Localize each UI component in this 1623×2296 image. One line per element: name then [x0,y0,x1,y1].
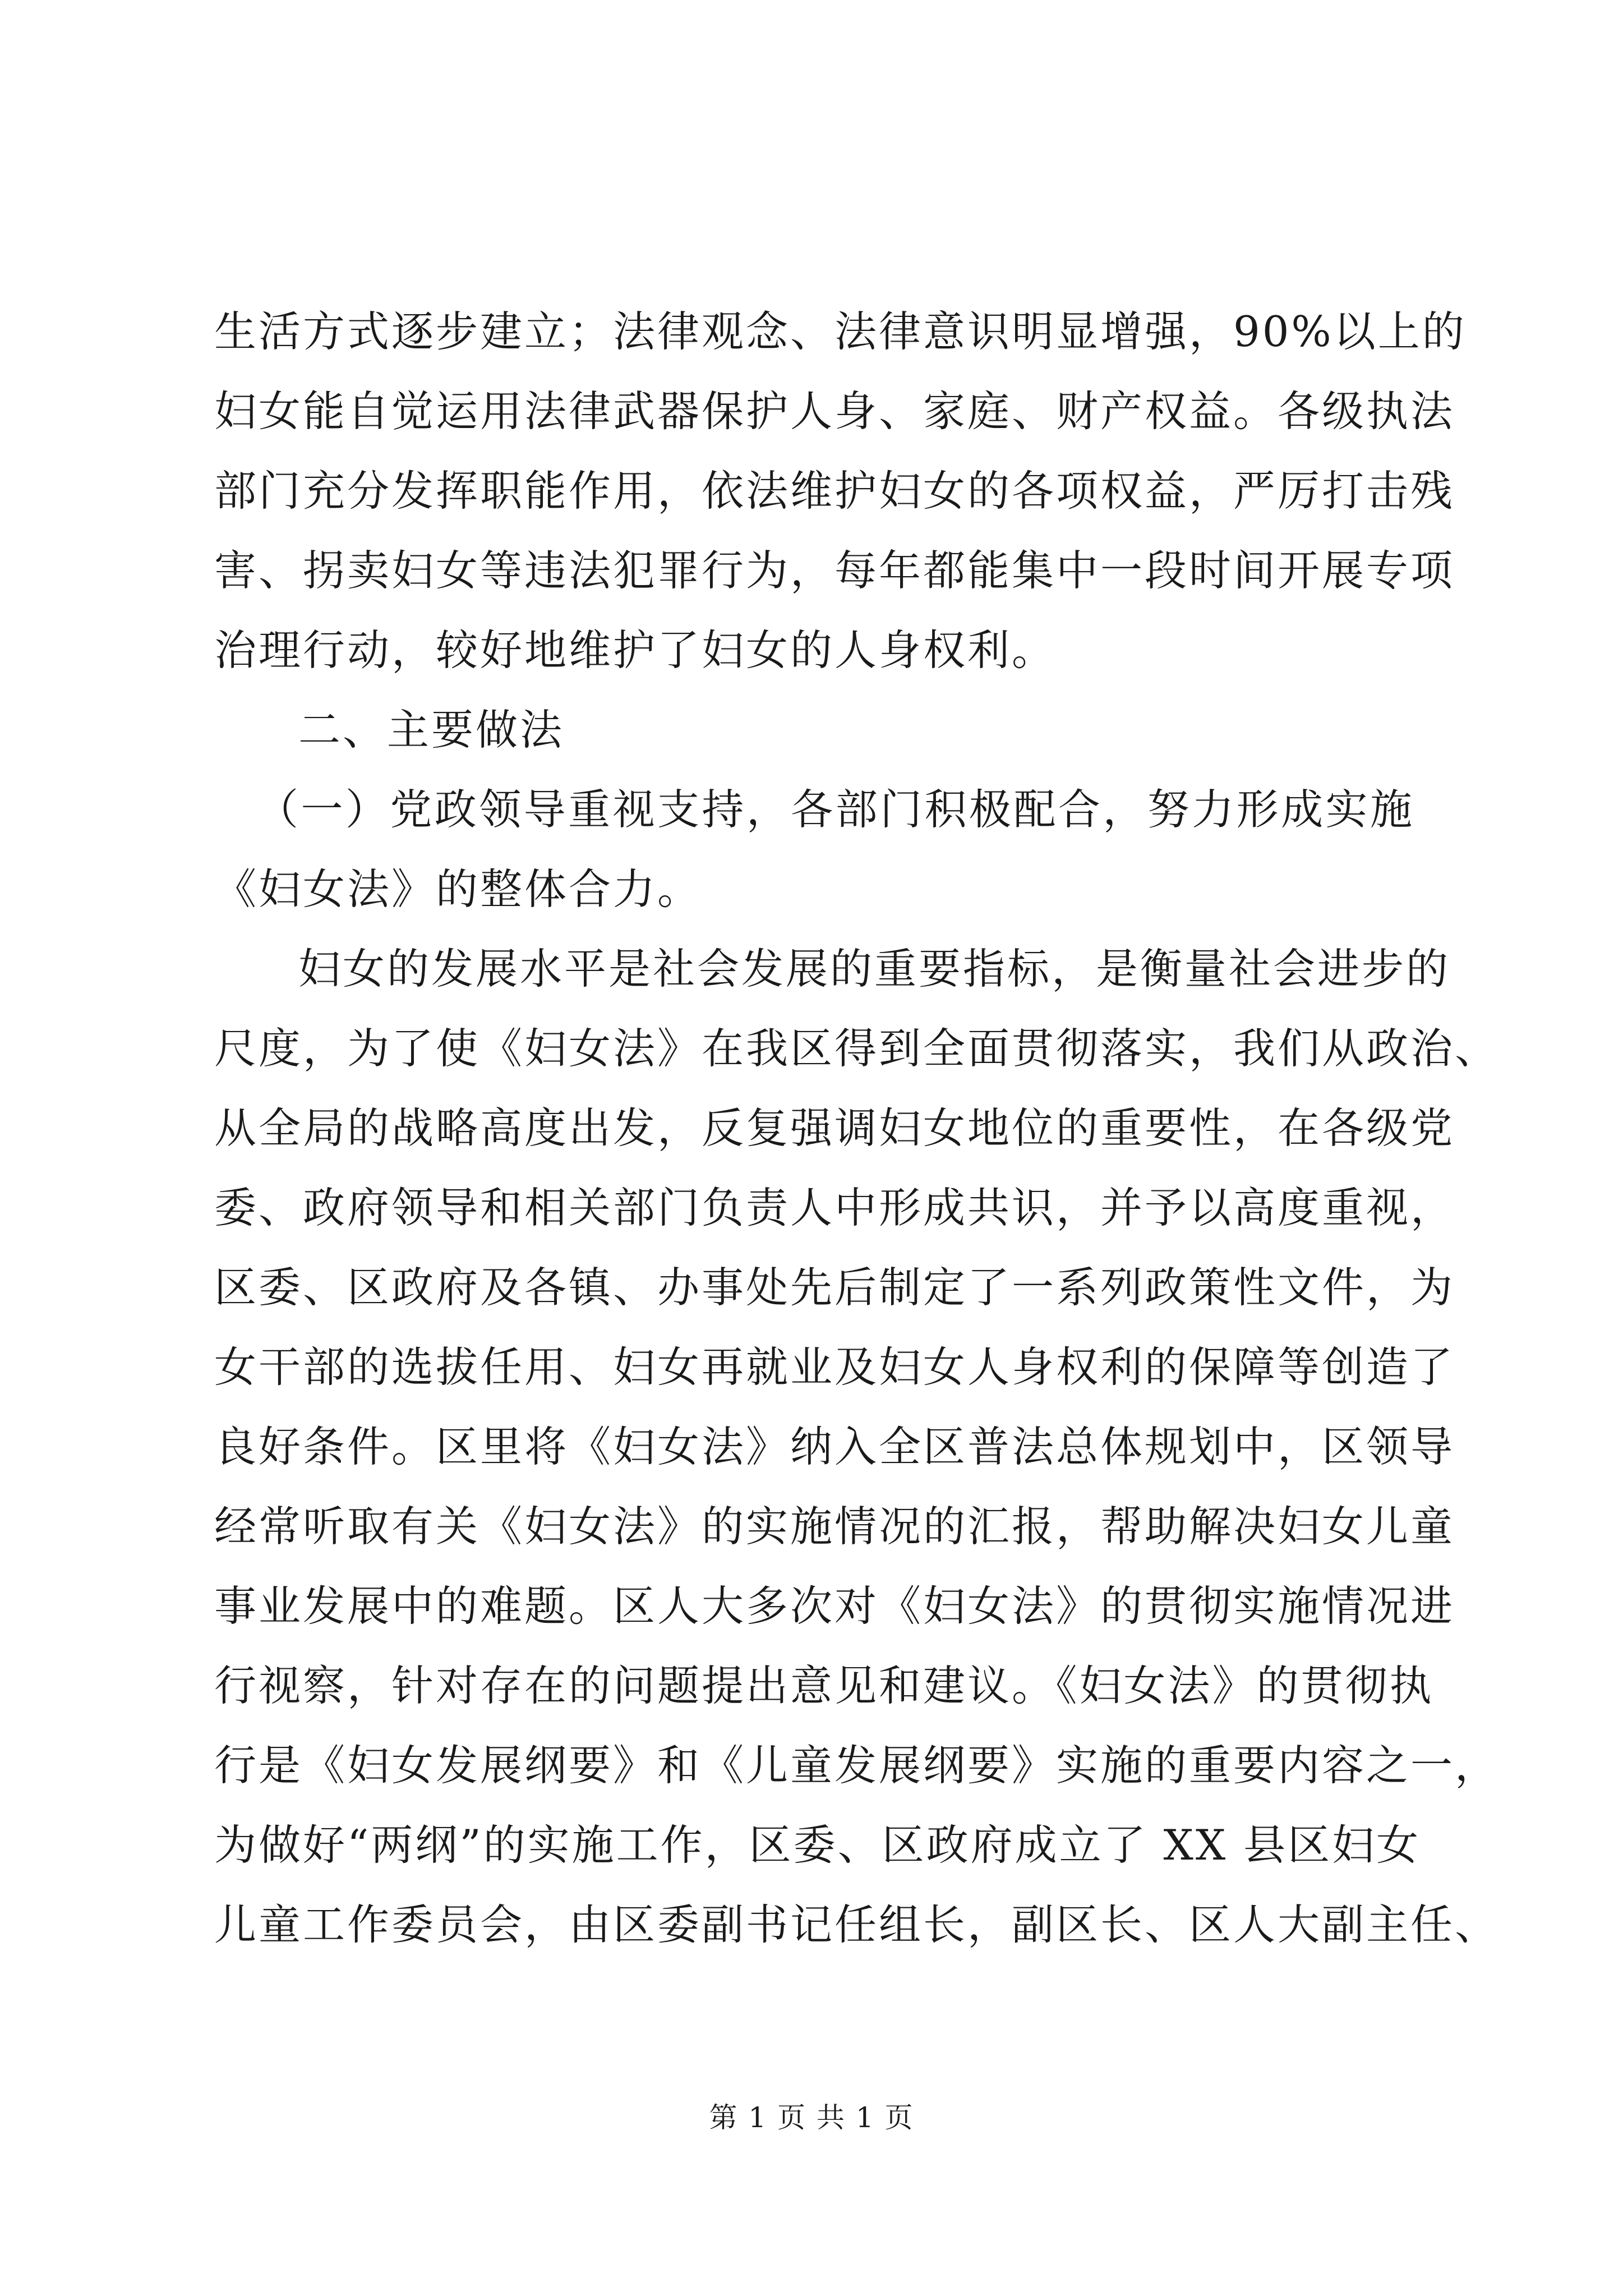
paragraph-line: 行是《妇女发展纲要》和《儿童发展纲要》实施的重要内容之一， [214,1741,1500,1790]
paragraph-line: 良好条件。区里将《妇女法》纳入全区普法总体规划中，区领导 [214,1422,1455,1471]
paragraph-line: 儿童工作委员会，由区委副书记任组长，副区长、区人大副主任、 [214,1900,1500,1949]
paragraph-line: 区委、区政府及各镇、办事处先后制定了一系列政策性文件，为 [214,1263,1455,1312]
paragraph-line: 妇女的发展水平是社会发展的重要指标，是衡量社会进步的 [298,944,1451,993]
subsection-heading: （一）党政领导重视支持，各部门积极配合，努力形成实施 [256,785,1414,834]
paragraph-line: 治理行动，较好地维护了妇女的人身权利。 [214,625,1057,675]
paragraph-line: 害、拐卖妇女等违法犯罪行为，每年都能集中一段时间开展专项 [214,546,1455,595]
paragraph-line: 生活方式逐步建立；法律观念、法律意识明显增强，90%以上的 [214,307,1467,356]
document-body [214,292,1500,1964]
paragraph-line: 部门充分发挥职能作用，依法维护妇女的各项权益，严厉打击残 [214,466,1455,516]
paragraph-line: 经常听取有关《妇女法》的实施情况的汇报，帮助解决妇女儿童 [214,1502,1455,1551]
paragraph-line: 妇女能自觉运用法律武器保护人身、家庭、财产权益。各级执法 [214,386,1455,436]
paragraph-line: 事业发展中的难题。区人大多次对《妇女法》的贯彻实施情况进 [214,1581,1455,1631]
paragraph-line: 为做好“两纲”的实施工作，区委、区政府成立了 XX 县区妇女 [214,1820,1421,1870]
paragraph-line: 女干部的选拔任用、妇女再就业及妇女人身权利的保障等创造了 [214,1342,1455,1392]
subsection-heading-continued: 《妇女法》的整体合力。 [214,864,702,914]
paragraph-line: 从全局的战略高度出发，反复强调妇女地位的重要性，在各级党 [214,1103,1455,1153]
section-heading: 二、主要做法 [298,705,565,754]
paragraph-line: 行视察，针对存在的问题提出意见和建议。《妇女法》的贯彻执 [214,1661,1434,1710]
page-footer: 第 1 页 共 1 页 [709,2101,914,2134]
paragraph-line: 委、政府领导和相关部门负责人中形成共识，并予以高度重视， [214,1183,1455,1232]
paragraph-line: 尺度，为了使《妇女法》在我区得到全面贯彻落实，我们从政治、 [214,1024,1500,1073]
